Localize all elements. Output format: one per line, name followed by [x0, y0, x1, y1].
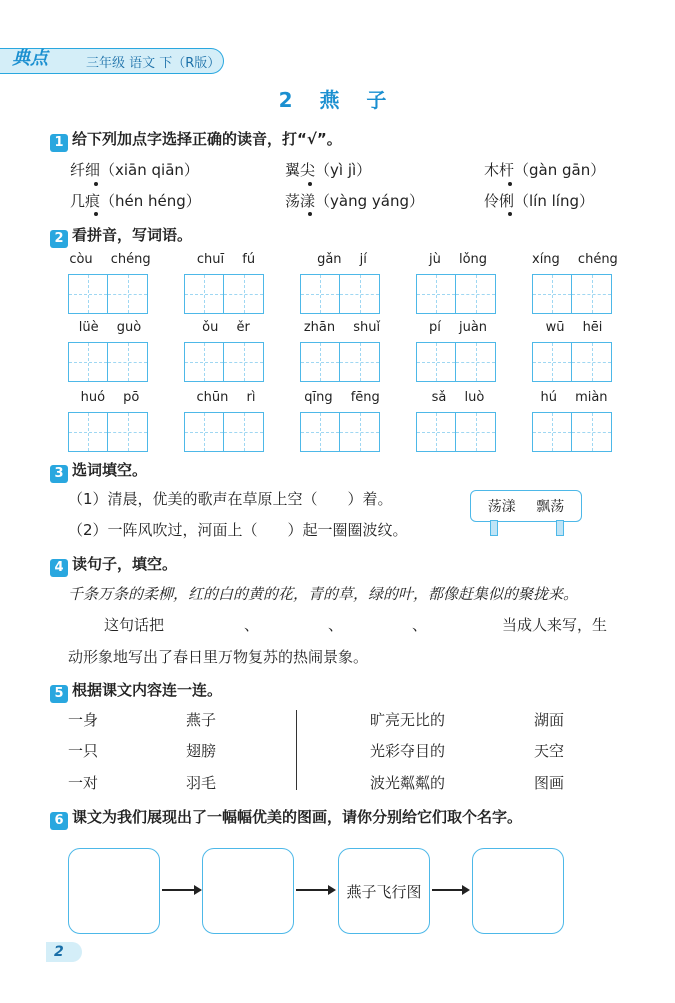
- picture-name-box[interactable]: [68, 848, 160, 934]
- writing-boxes[interactable]: [532, 412, 616, 452]
- writing-box[interactable]: [456, 274, 496, 314]
- pinyin-label: chūn rì: [196, 390, 256, 405]
- writing-box[interactable]: [68, 342, 108, 382]
- book-title: 三年级 语文 下（R版）: [86, 56, 221, 71]
- page-number: 2: [46, 942, 82, 962]
- writing-box[interactable]: [416, 412, 456, 452]
- picture-name-box[interactable]: [202, 848, 294, 934]
- q3-sentence-1[interactable]: （1）清晨，优美的歌声在草原上空（ ）着。: [68, 490, 393, 508]
- q1-word: 翼尖: [285, 161, 316, 179]
- q4-separator: 、: [412, 616, 428, 634]
- writing-boxes[interactable]: [416, 342, 500, 382]
- emphasis-dot: [508, 182, 512, 186]
- emphasis-dot: [308, 212, 312, 216]
- q1-item[interactable]: [70, 190, 201, 211]
- writing-box[interactable]: [572, 274, 612, 314]
- q4-quote: 千条万条的柔柳，红的白的黄的花，青的草，绿的叶，都像赶集似的聚拢来。: [68, 585, 579, 603]
- q4-line-2: 动形象地写出了春日里万物复苏的热闹景象。: [68, 648, 369, 666]
- q5-heading: [50, 679, 222, 703]
- match-left-b[interactable]: 翅膀: [186, 742, 217, 760]
- q1-prompt: 给下列加点字选择正确的读音，打“√”。: [72, 130, 342, 148]
- q1-word: 荡漾: [285, 192, 316, 210]
- match-divider: [296, 710, 297, 790]
- q1-options[interactable]: （gàn gān）: [514, 161, 606, 179]
- pinyin-item[interactable]: [532, 252, 616, 314]
- pinyin-label: chuī fú: [196, 252, 256, 267]
- arrow-icon: [432, 889, 468, 891]
- writing-boxes[interactable]: [184, 342, 268, 382]
- writing-box[interactable]: [532, 342, 572, 382]
- writing-box[interactable]: [300, 412, 340, 452]
- q4-separator: 、: [244, 616, 260, 634]
- writing-box[interactable]: [416, 274, 456, 314]
- pinyin-label: hú miàn: [540, 390, 608, 405]
- q4-separator: 、: [328, 616, 344, 634]
- q1-word: 纤细: [70, 161, 101, 179]
- match-right-a[interactable]: 旷亮无比的: [370, 711, 446, 729]
- q2-heading: [50, 224, 192, 248]
- q4-fill-start: 这句话把: [104, 616, 165, 634]
- brand-logo: 典点: [12, 48, 48, 69]
- writing-box[interactable]: [108, 274, 148, 314]
- match-right-a[interactable]: 光彩夺目的: [370, 742, 446, 760]
- q2-number: 2: [50, 230, 68, 248]
- picture-name-box[interactable]: [472, 848, 564, 934]
- pinyin-item[interactable]: [416, 320, 500, 382]
- header-tab: [0, 48, 224, 74]
- pinyin-label: pí juàn: [428, 320, 488, 335]
- arrow-icon: [162, 889, 200, 891]
- pinyin-label: jù lǒng: [428, 252, 488, 267]
- pinyin-item[interactable]: [416, 390, 500, 452]
- writing-boxes[interactable]: [532, 274, 616, 314]
- writing-boxes[interactable]: [532, 342, 616, 382]
- q1-item[interactable]: [285, 190, 424, 211]
- q1-word: 几痕: [70, 192, 101, 210]
- q6-number: 6: [50, 812, 68, 830]
- q1-options[interactable]: （hén héng）: [100, 192, 201, 210]
- emphasis-dot: [508, 212, 512, 216]
- pinyin-item[interactable]: [184, 390, 268, 452]
- writing-box[interactable]: [456, 412, 496, 452]
- pinyin-item[interactable]: [416, 252, 500, 314]
- writing-boxes[interactable]: [300, 342, 384, 382]
- q3-heading: [50, 459, 147, 483]
- pinyin-item[interactable]: [300, 320, 384, 382]
- match-left-b[interactable]: 燕子: [186, 711, 217, 729]
- writing-box[interactable]: [184, 342, 224, 382]
- pinyin-label: huó pō: [80, 390, 140, 405]
- writing-box[interactable]: [416, 342, 456, 382]
- pinyin-item[interactable]: [68, 320, 152, 382]
- q4-fill-end: 当成人来写，生: [502, 616, 608, 634]
- q3-number: 3: [50, 465, 68, 483]
- pinyin-label: wū hēi: [545, 320, 603, 335]
- writing-box[interactable]: [572, 412, 612, 452]
- writing-box[interactable]: [224, 274, 264, 314]
- pinyin-label: xíng chéng: [532, 252, 618, 267]
- sign-leg: [490, 520, 498, 536]
- writing-box[interactable]: [340, 412, 380, 452]
- q1-item[interactable]: [70, 159, 199, 180]
- q1-item[interactable]: [484, 159, 605, 180]
- q4-number: 4: [50, 559, 68, 577]
- writing-box[interactable]: [224, 412, 264, 452]
- sign-leg: [556, 520, 564, 536]
- arrow-icon: [296, 889, 334, 891]
- emphasis-dot: [94, 182, 98, 186]
- pinyin-label: gǎn jí: [317, 252, 367, 267]
- writing-box[interactable]: [108, 412, 148, 452]
- emphasis-dot: [94, 212, 98, 216]
- writing-boxes[interactable]: [184, 412, 268, 452]
- match-left-b[interactable]: 羽毛: [186, 774, 217, 792]
- match-left-a[interactable]: 一只: [68, 742, 99, 760]
- q1-word: 木杆: [484, 161, 515, 179]
- q4-heading: [50, 553, 177, 577]
- q1-item[interactable]: [285, 159, 371, 180]
- q6-heading: [50, 806, 522, 830]
- writing-boxes[interactable]: [300, 274, 384, 314]
- q1-options[interactable]: （lín líng）: [514, 192, 594, 210]
- match-right-a[interactable]: 波光粼粼的: [370, 774, 446, 792]
- writing-box[interactable]: [300, 274, 340, 314]
- writing-box[interactable]: [184, 274, 224, 314]
- match-left-a[interactable]: 一对: [68, 774, 99, 792]
- pinyin-item[interactable]: [532, 320, 616, 382]
- q1-options[interactable]: （yì jì）: [315, 161, 372, 179]
- writing-boxes[interactable]: [68, 274, 152, 314]
- writing-box[interactable]: [108, 342, 148, 382]
- pinyin-label: zhān shuǐ: [303, 320, 381, 335]
- pinyin-item[interactable]: [300, 252, 384, 314]
- picture-name-box[interactable]: [338, 848, 430, 934]
- q2-prompt: 看拼音，写词语。: [72, 226, 193, 244]
- emphasis-dot: [308, 182, 312, 186]
- pinyin-item[interactable]: [300, 390, 384, 452]
- sign-words: 荡漾 飘荡: [487, 499, 565, 515]
- q1-heading: [50, 128, 342, 152]
- writing-box[interactable]: [532, 274, 572, 314]
- match-left-a[interactable]: 一身: [68, 711, 99, 729]
- pinyin-item[interactable]: [184, 320, 268, 382]
- writing-box[interactable]: [456, 342, 496, 382]
- writing-box[interactable]: [340, 342, 380, 382]
- pinyin-item[interactable]: [68, 390, 152, 452]
- q1-word: 伶俐: [484, 192, 515, 210]
- q1-options[interactable]: （yàng yáng）: [315, 192, 424, 210]
- pinyin-item[interactable]: [68, 252, 152, 314]
- writing-box[interactable]: [340, 274, 380, 314]
- writing-boxes[interactable]: [416, 412, 500, 452]
- word-sign: [470, 490, 582, 536]
- match-right-b[interactable]: 湖面: [534, 711, 565, 729]
- writing-box[interactable]: [184, 412, 224, 452]
- pinyin-item[interactable]: [184, 252, 268, 314]
- writing-box[interactable]: [532, 412, 572, 452]
- picture-name-filled: 燕子飞行图: [346, 883, 422, 901]
- pinyin-item[interactable]: [532, 390, 616, 452]
- pinyin-label: qīng fēng: [304, 390, 380, 405]
- pinyin-label: ǒu ěr: [202, 320, 250, 335]
- q1-number: 1: [50, 134, 68, 152]
- match-right-b[interactable]: 天空: [534, 742, 565, 760]
- writing-boxes[interactable]: [68, 412, 152, 452]
- writing-box[interactable]: [300, 342, 340, 382]
- lesson-title: 2 燕 子: [278, 88, 397, 112]
- q1-item[interactable]: [484, 190, 594, 211]
- q1-options[interactable]: （xiān qiān）: [100, 161, 199, 179]
- q4-prompt: 读句子，填空。: [72, 555, 178, 573]
- writing-box[interactable]: [224, 342, 264, 382]
- writing-boxes[interactable]: [300, 412, 384, 452]
- q5-prompt: 根据课文内容连一连。: [72, 681, 223, 699]
- pinyin-label: sǎ luò: [431, 390, 485, 405]
- q5-number: 5: [50, 685, 68, 703]
- writing-box[interactable]: [572, 342, 612, 382]
- writing-boxes[interactable]: [184, 274, 268, 314]
- q6-prompt: 课文为我们展现出了一幅幅优美的图画，请你分别给它们取个名字。: [72, 808, 523, 826]
- match-right-b[interactable]: 图画: [534, 774, 565, 792]
- writing-boxes[interactable]: [68, 342, 152, 382]
- pinyin-label: còu chéng: [69, 252, 151, 267]
- q3-sentence-2[interactable]: （2）一阵风吹过，河面上（ ）起一圈圈波纹。: [68, 521, 408, 539]
- q3-prompt: 选词填空。: [72, 461, 148, 479]
- writing-box[interactable]: [68, 274, 108, 314]
- writing-boxes[interactable]: [416, 274, 500, 314]
- pinyin-label: lüè guò: [78, 320, 142, 335]
- writing-box[interactable]: [68, 412, 108, 452]
